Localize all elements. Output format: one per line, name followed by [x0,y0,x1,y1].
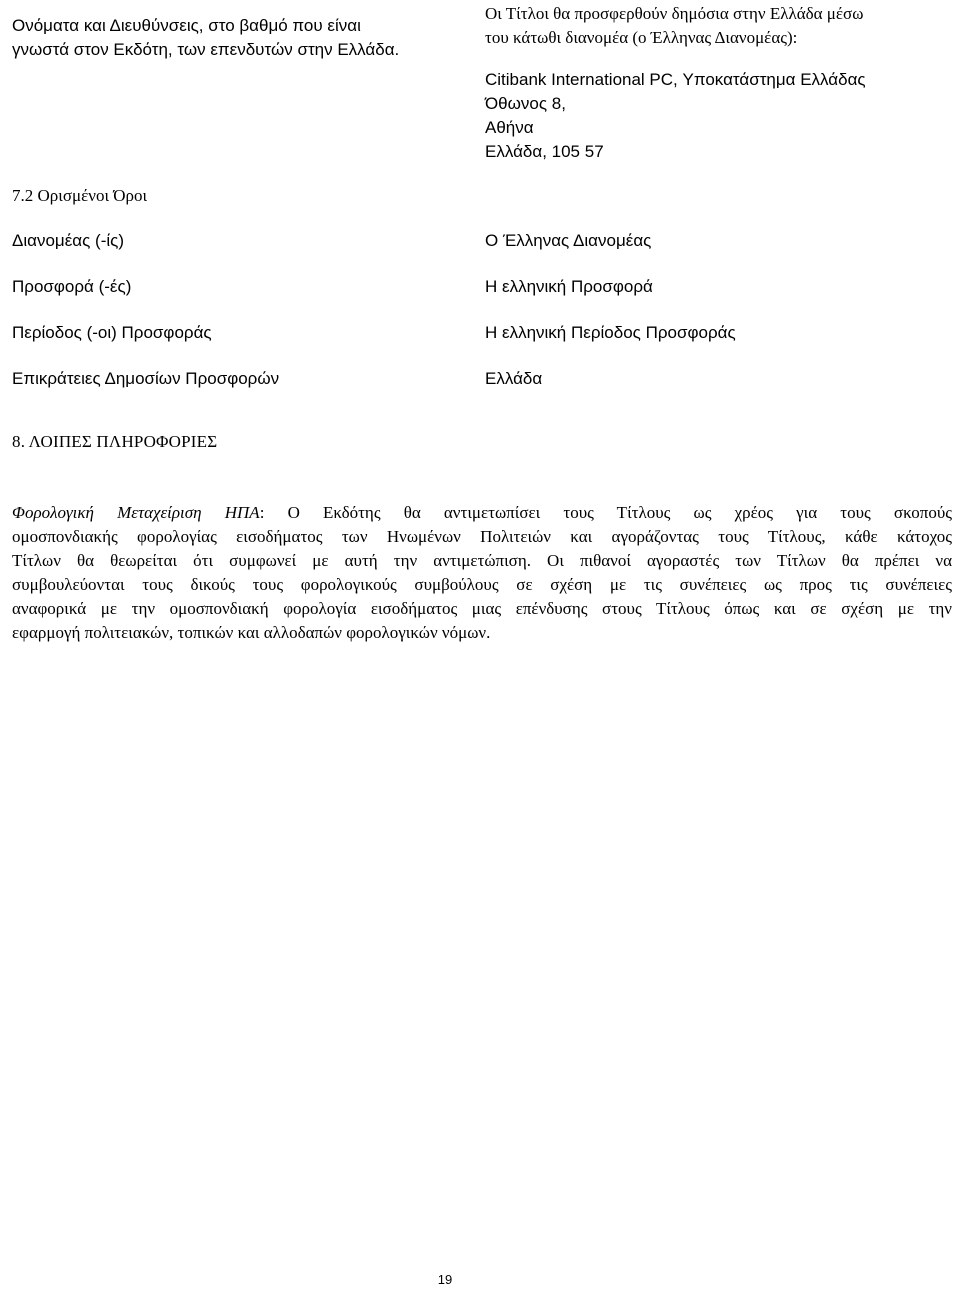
address-line-4: Ελλάδα, 105 57 [485,142,604,161]
term-definition: Ο Έλληνας Διανομέας [485,231,652,250]
paragraph-line-2: ομοσπονδιακής φορολογίας εισοδήματος των Ηνωμένων Πολιτειών και αγοράζοντας τους Τίτλους, κάθε κάτοχος [12,527,952,546]
investor-names-line-1: Ονόματα και Διευθύνσεις, στο βαθμό που είναι [12,16,361,35]
paragraph-line-5: αναφορικά με την ομοσπονδιακή φορολογία εισοδήματος μιας επένδυσης στους Τίτλους όπως και σε σχέση με την [12,599,952,618]
investor-names-label [12,14,422,62]
address-line-3: Αθήνα [485,118,534,137]
section-8-heading: 8. ΛΟΙΠΕΣ ΠΛΗΡΟΦΟΡΙΕΣ [12,432,218,451]
paragraph-line-3: Τίτλων θα θεωρείται ότι συμφωνεί με αυτή την αντιμετώπιση. Οι πιθανοί αγοραστές των Τίτλων θα πρέπει να [12,551,952,570]
address-line-1: Citibank International PC, Υποκατάστημα Ελλάδας [485,70,866,89]
term-definition: Ελλάδα [485,369,543,388]
tax-treatment-paragraph [12,501,952,645]
section-7-2-heading: 7.2 Ορισμένοι Όροι [12,186,148,205]
term-label: Προσφορά (-ές) [12,277,132,296]
term-label: Επικράτειες Δημοσίων Προσφορών [12,369,280,388]
term-definition: Η ελληνική Περίοδος Προσφοράς [485,323,736,342]
term-definition: Η ελληνική Προσφορά [485,277,653,296]
term-label: Διανομέας (-ίς) [12,231,124,250]
distributor-address [485,68,947,164]
investor-names-line-2: γνωστά στον Εκδότη, των επενδυτών στην Ελλάδα. [12,40,400,59]
paragraph-line-6: εφαρμογή πολιτειακών, τοπικών και αλλοδαπών φορολογικών νόμων. [12,623,491,642]
paragraph-line-1-text: : Ο Εκδότης θα αντιμετωπίσει τους Τίτλους ως χρέος για τους σκοπούς [259,503,953,522]
paragraph-line-4: συμβουλεύονται τους δικούς τους φορολογικούς συμβούλους σε σχέση με τις συνέπειες ως προς τις συνέπειες [12,575,952,594]
distributor-intro-line-2: του κάτωθι διανομέα (ο Έλληνας Διανομέας): [485,28,798,47]
distributor-intro [485,2,947,50]
page-number: 19 [437,1272,453,1287]
tax-treatment-lead: Φορολογική Μεταχείριση ΗΠΑ [12,503,260,522]
address-line-2: Όθωνος 8, [485,94,566,113]
paragraph-line-1 [12,501,952,525]
distributor-intro-line-1: Οι Τίτλοι θα προσφερθούν δημόσια στην Ελλάδα μέσω [485,4,864,23]
term-label: Περίοδος (-οι) Προσφοράς [12,323,212,342]
